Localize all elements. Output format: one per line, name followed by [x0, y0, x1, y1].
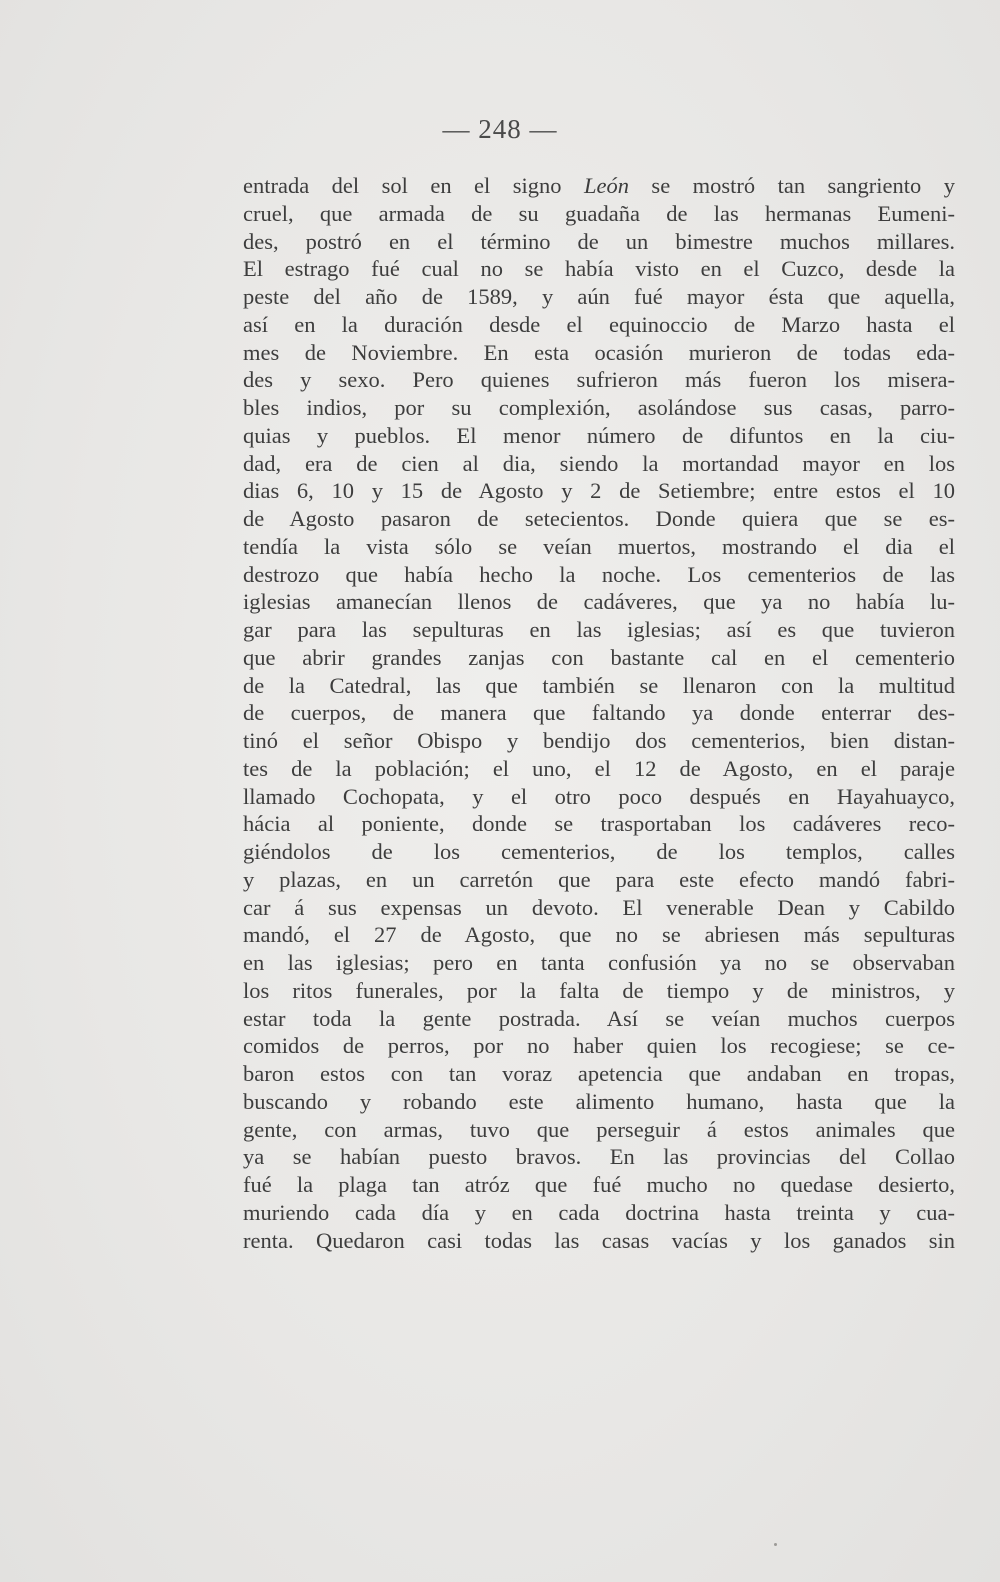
text-line: en las iglesias; pero en tanta confusión ya no se observaban [243, 950, 955, 975]
text-line: ya se habían puesto bravos. En las provincias del Collao [243, 1144, 955, 1170]
text-line: de Agosto pasaron de setecientos. Donde quiera que se es- [243, 506, 955, 531]
text-line: bles indios, por su complexión, asolándose sus casas, parro- [243, 395, 955, 420]
text-line: gente, con armas, tuvo que perseguir á estos animales que [243, 1116, 955, 1142]
text-line: llamado Cochopata, y el otro poco después en Hayahuayco, [243, 783, 955, 809]
text-line: des y sexo. Pero quienes sufrieron más fueron los misera- [243, 367, 955, 393]
text-line: mes de Noviembre. En esta ocasión murieron de todas eda- [243, 339, 955, 365]
page-number: — 248 — [442, 114, 558, 144]
text-line: El estrago fué cual no se había visto en el Cuzco, desde la [243, 256, 955, 282]
text-line: tinó el señor Obispo y bendijo dos cementerios, bien distan- [243, 728, 955, 753]
text-line: hácia al poniente, donde se trasportaban los cadáveres reco- [243, 811, 955, 837]
text-line: fué la plaga tan atróz que fué mucho no quedase desierto, [243, 1172, 955, 1197]
text-line: estar toda la gente postrada. Así se veían muchos cuerpos [243, 1005, 955, 1031]
text-line: baron estos con tan voraz apetencia que andaban en tropas, [243, 1061, 955, 1086]
text-line: así en la duración desde el equinoccio de Marzo hasta el [243, 311, 955, 337]
text-line: dias 6, 10 y 15 de Agosto y 2 de Setiembre; entre estos el 10 [243, 478, 955, 504]
text-line: peste del año de 1589, y aún fué mayor ésta que aquella, [243, 284, 955, 309]
text-line: entrada del sol en el signo León se mostró tan sangriento y [243, 173, 955, 198]
text-line: que abrir grandes zanjas con bastante cal en el cementerio [243, 644, 955, 670]
text-line: quias y pueblos. El menor número de difuntos en la ciu- [243, 422, 955, 448]
text-line: destrozo que había hecho la noche. Los cementerios de las [243, 561, 955, 587]
text-line: giéndolos de los cementerios, de los templos, calles [243, 839, 955, 864]
text-line: tendía la vista sólo se veían muertos, mostrando el dia el [243, 533, 955, 559]
text-line: mandó, el 27 de Agosto, que no se abriesen más sepulturas [243, 922, 955, 948]
paper-speck [774, 1543, 777, 1546]
text-line: buscando y robando este alimento humano, hasta que la [243, 1088, 955, 1114]
text-line: de la Catedral, las que también se llenaron con la multitud [243, 672, 955, 698]
text-line: comidos de perros, por no haber quien los recogiese; se ce- [243, 1033, 955, 1059]
text-line: y plazas, en un carretón que para este efecto mandó fabri- [243, 866, 955, 892]
body-text [243, 172, 955, 1254]
text-line: car á sus expensas un devoto. El venerable Dean y Cabildo [243, 894, 955, 920]
text-line: los ritos funerales, por la falta de tiempo y de ministros, y [243, 977, 955, 1003]
text-line: tes de la población; el uno, el 12 de Agosto, en el paraje [243, 755, 955, 781]
text-line: dad, era de cien al dia, siendo la mortandad mayor en los [243, 450, 955, 476]
text-line: muriendo cada día y en cada doctrina hasta treinta y cua- [243, 1199, 955, 1225]
text-line: renta. Quedaron casi todas las casas vacías y los ganados sin [243, 1227, 955, 1253]
text-line: des, postró en el término de un bimestre muchos millares. [243, 228, 955, 254]
text-line: cruel, que armada de su guadaña de las hermanas Eumeni- [243, 200, 955, 226]
text-line: iglesias amanecían llenos de cadáveres, que ya no había lu- [243, 589, 955, 615]
text-line: gar para las sepulturas en las iglesias; así es que tuvieron [243, 617, 955, 642]
text-line: de cuerpos, de manera que faltando ya donde enterrar des- [243, 700, 955, 726]
